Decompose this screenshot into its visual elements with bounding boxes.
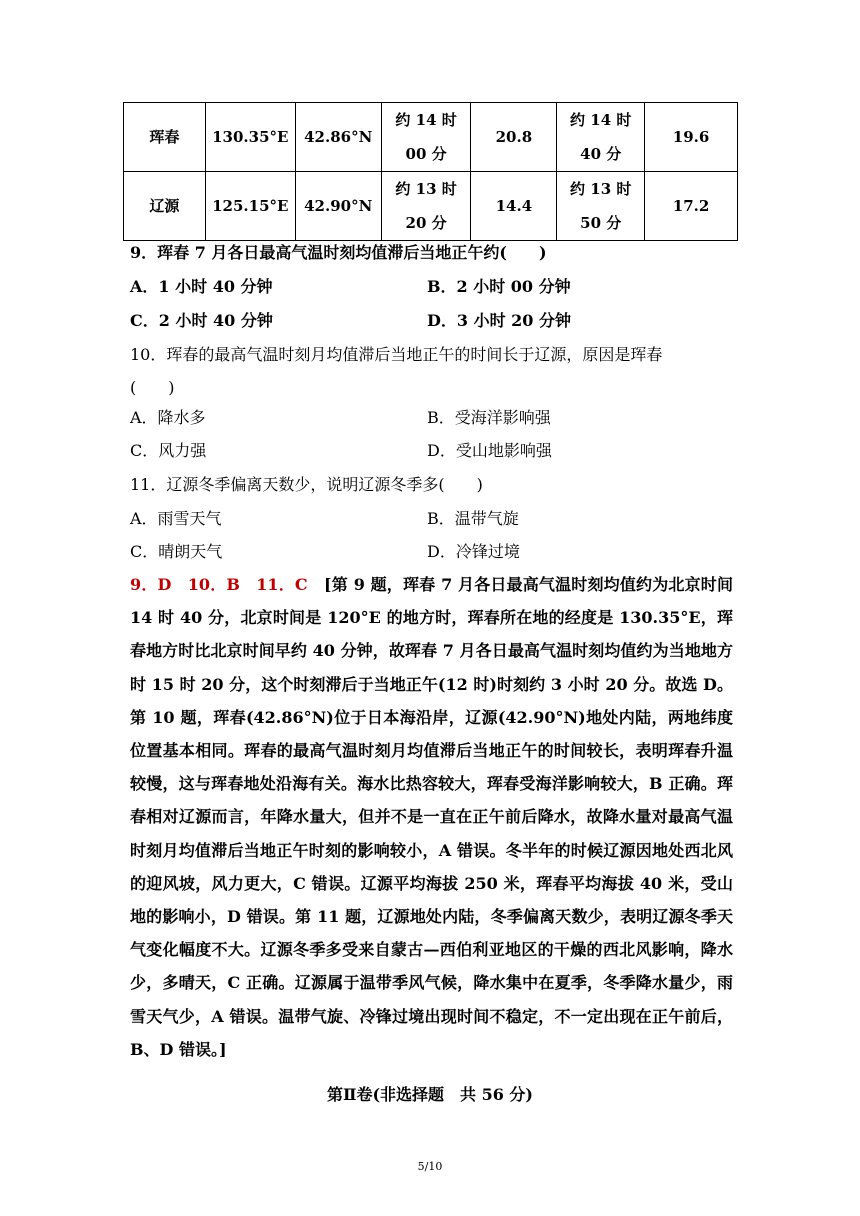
table-row (124, 103, 738, 172)
time-cell: 约 13 时 20 分 (381, 172, 471, 241)
answer-explanation (130, 568, 733, 1066)
q10-option-a: A．降水多 (130, 408, 206, 427)
time-cell: 约 14 时 00 分 (381, 103, 471, 172)
time-cell: 约 13 时 50 分 (557, 172, 645, 241)
station-name: 辽源 (124, 172, 206, 241)
answer-keys: 9．D 10．B 11．C (130, 575, 308, 594)
value-cell: 17.2 (645, 172, 738, 241)
q10-option-b: B．受海洋影响强 (427, 408, 551, 427)
question-11-stem: 11．辽源冬季偏离天数少，说明辽源冬季多( ) (130, 475, 483, 494)
page-number: 5/10 (417, 1160, 443, 1173)
q11-option-b: B．温带气旋 (427, 509, 519, 528)
q10-option-d: D．受山地影响强 (427, 441, 552, 460)
station-name: 珲春 (124, 103, 206, 172)
question-10-stem: 10．珲春的最高气温时刻月均值滞后当地正午的时间长于辽源，原因是珲春 (130, 345, 663, 364)
q9-option-b: B．2 小时 00 分钟 (427, 277, 571, 296)
question-10-stem-cont: ( ) (130, 378, 175, 397)
value-cell: 20.8 (471, 103, 557, 172)
value-cell: 14.4 (471, 172, 557, 241)
latitude: 42.90°N (295, 172, 381, 241)
time-cell: 约 14 时 40 分 (557, 103, 645, 172)
longitude: 125.15°E (205, 172, 295, 241)
q11-option-a: A．雨雪天气 (130, 509, 222, 528)
value-cell: 19.6 (645, 103, 738, 172)
question-9-stem: 9．珲春 7 月各日最高气温时刻均值滞后当地正午约( ) (130, 243, 547, 262)
table-row (124, 172, 738, 241)
latitude: 42.86°N (295, 103, 381, 172)
q9-option-d: D．3 小时 20 分钟 (427, 311, 571, 330)
q9-option-c: C．2 小时 40 分钟 (130, 311, 273, 330)
q9-option-a: A．1 小时 40 分钟 (130, 277, 273, 296)
q11-option-d: D．冷锋过境 (427, 542, 520, 561)
q10-option-c: C．风力强 (130, 441, 207, 460)
data-table (123, 102, 738, 241)
longitude: 130.35°E (205, 103, 295, 172)
section-title: 第Ⅱ卷(非选择题 共 56 分) (326, 1085, 534, 1104)
q11-option-c: C．晴朗天气 (130, 542, 223, 561)
explanation-text: [第 9 题，珲春 7 月各日最高气温时刻均值约为北京时间 14 时 40 分，北京时间是 120°E 的地方时，珲春所在地的经度是 130.35°E，珲春地方时比北京时间早约 40 分钟，故珲春 7 月各日最高气温时刻均值约为当地地方时 15 时 20 分，这个时刻滞后于当地正午(12 时)时刻约 3 小时 20 分。故选 D。第 10 题，珲春(42.86°N)位于日本海沿岸，辽源(42.90°N)地处内陆，两地纬度位置基本相同。珲春的最高气温时刻月均值滞后当地正午的时间较长，表明珲春升温较慢，这与珲春地处沿海有关。海水比热容较大，珲春受海洋影响较大，B 正确。珲春相对辽源而言，年降水量大，但并不是一直在正午前后降水，故降水量对最高气温时刻月均值滞后当地正午时刻的影响较小，A 错误。冬半年的时候辽源因地处西北风的迎风坡，风力更大，C 错误。辽源平均海拔 250 米，珲春平均海拔 40 米，受山地的影响小，D 错误。第 11 题，辽源地处内陆，冬季偏离天数少，表明辽源冬季天气变化幅度不大。辽源冬季多受来自蒙古—西伯利亚地区的干燥的西北风影响，降水少，多晴天，C 正确。辽源属于温带季风气候，降水集中在夏季，冬季降水量少，雨雪天气少，A 错误。温带气旋、冷锋过境出现时间不稳定，不一定出现在正午前后，B、D 错误。] (130, 575, 733, 1059)
